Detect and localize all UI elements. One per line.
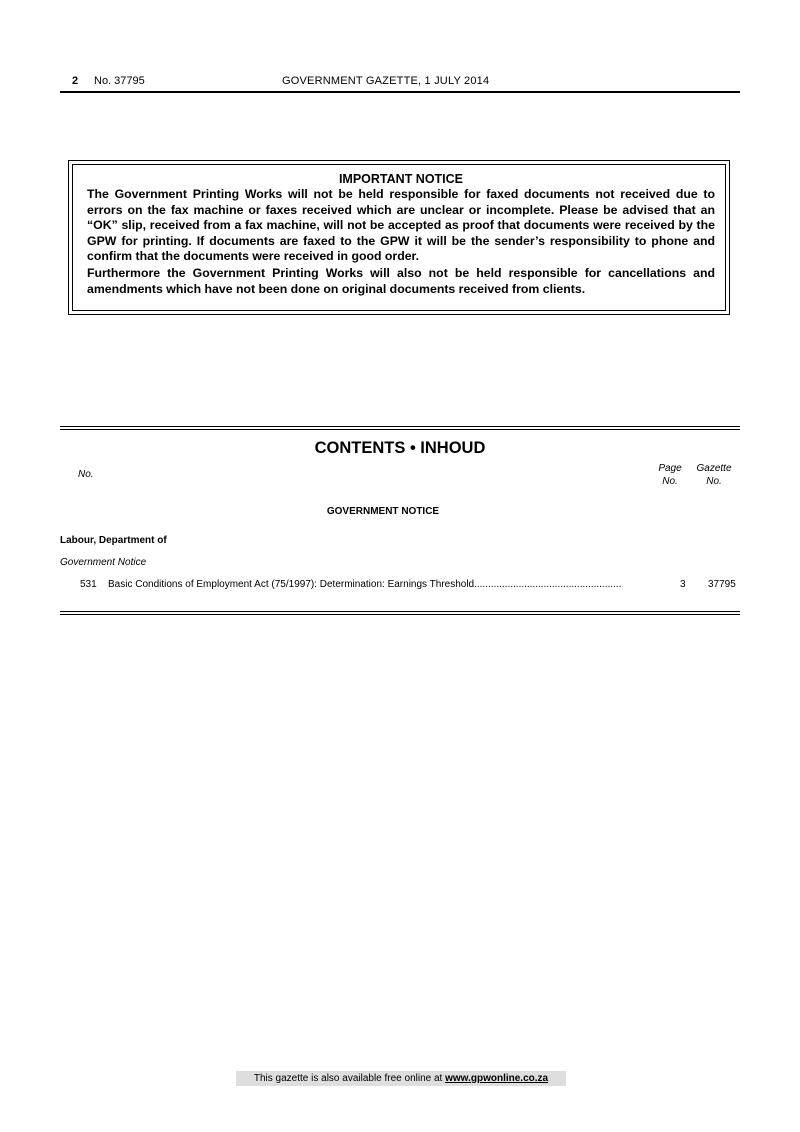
column-header-gazette xyxy=(690,462,738,488)
department-heading: Labour, Department of xyxy=(60,535,167,546)
contents-entry[interactable] xyxy=(60,578,740,592)
notice-type-heading: Government Notice xyxy=(60,557,147,568)
important-notice-box xyxy=(68,160,730,315)
contents-bottom-rule xyxy=(60,611,740,615)
page-number: 2 xyxy=(72,75,79,87)
contents-title: CONTENTS • INHOUD xyxy=(314,439,486,457)
column-header-page-line2: No. xyxy=(662,476,678,487)
entry-page: 3 xyxy=(680,579,686,590)
column-header-no: No. xyxy=(78,469,94,480)
entry-gazette: 37795 xyxy=(708,579,736,590)
section-heading: GOVERNMENT NOTICE xyxy=(326,506,440,517)
column-header-gazette-line1: Gazette xyxy=(696,463,732,474)
entry-number: 531 xyxy=(80,579,97,590)
footer-text: This gazette is also available free online at xyxy=(253,1073,446,1084)
header-rule xyxy=(60,91,740,93)
footer-banner xyxy=(236,1071,566,1086)
important-notice-inner xyxy=(72,164,726,311)
gazette-title: GOVERNMENT GAZETTE, 1 JULY 2014 xyxy=(282,75,490,87)
column-header-page-line1: Page xyxy=(658,463,682,474)
entry-description: Basic Conditions of Employment Act (75/1997): Determination: Earnings Threshold..................................................... xyxy=(108,579,622,590)
footer-link[interactable]: www.gpwonline.co.za xyxy=(445,1073,549,1084)
notice-paragraph-2: Furthermore the Government Printing Works will also not be held responsible for cancellations and amendments which have not been done on original documents received from clients. xyxy=(87,265,715,296)
issue-number: No. 37795 xyxy=(94,75,145,87)
column-header-page xyxy=(652,462,688,488)
notice-title: IMPORTANT NOTICE xyxy=(338,172,464,186)
running-header xyxy=(72,74,740,88)
column-header-gazette-line2: No. xyxy=(706,476,722,487)
notice-paragraph-1: The Government Printing Works will not be held responsible for faxed documents not received due to errors on the fax machine or faxes received which are unclear or incomplete. Please be advised that an “OK” slip, received from a fax machine, will not be accepted as proof that documents were received by the GPW for printing. If documents are faxed to the GPW it will be the sender’s responsibility to phone and confirm that the documents were received in good order. xyxy=(87,187,715,264)
contents-top-rule xyxy=(60,426,740,430)
